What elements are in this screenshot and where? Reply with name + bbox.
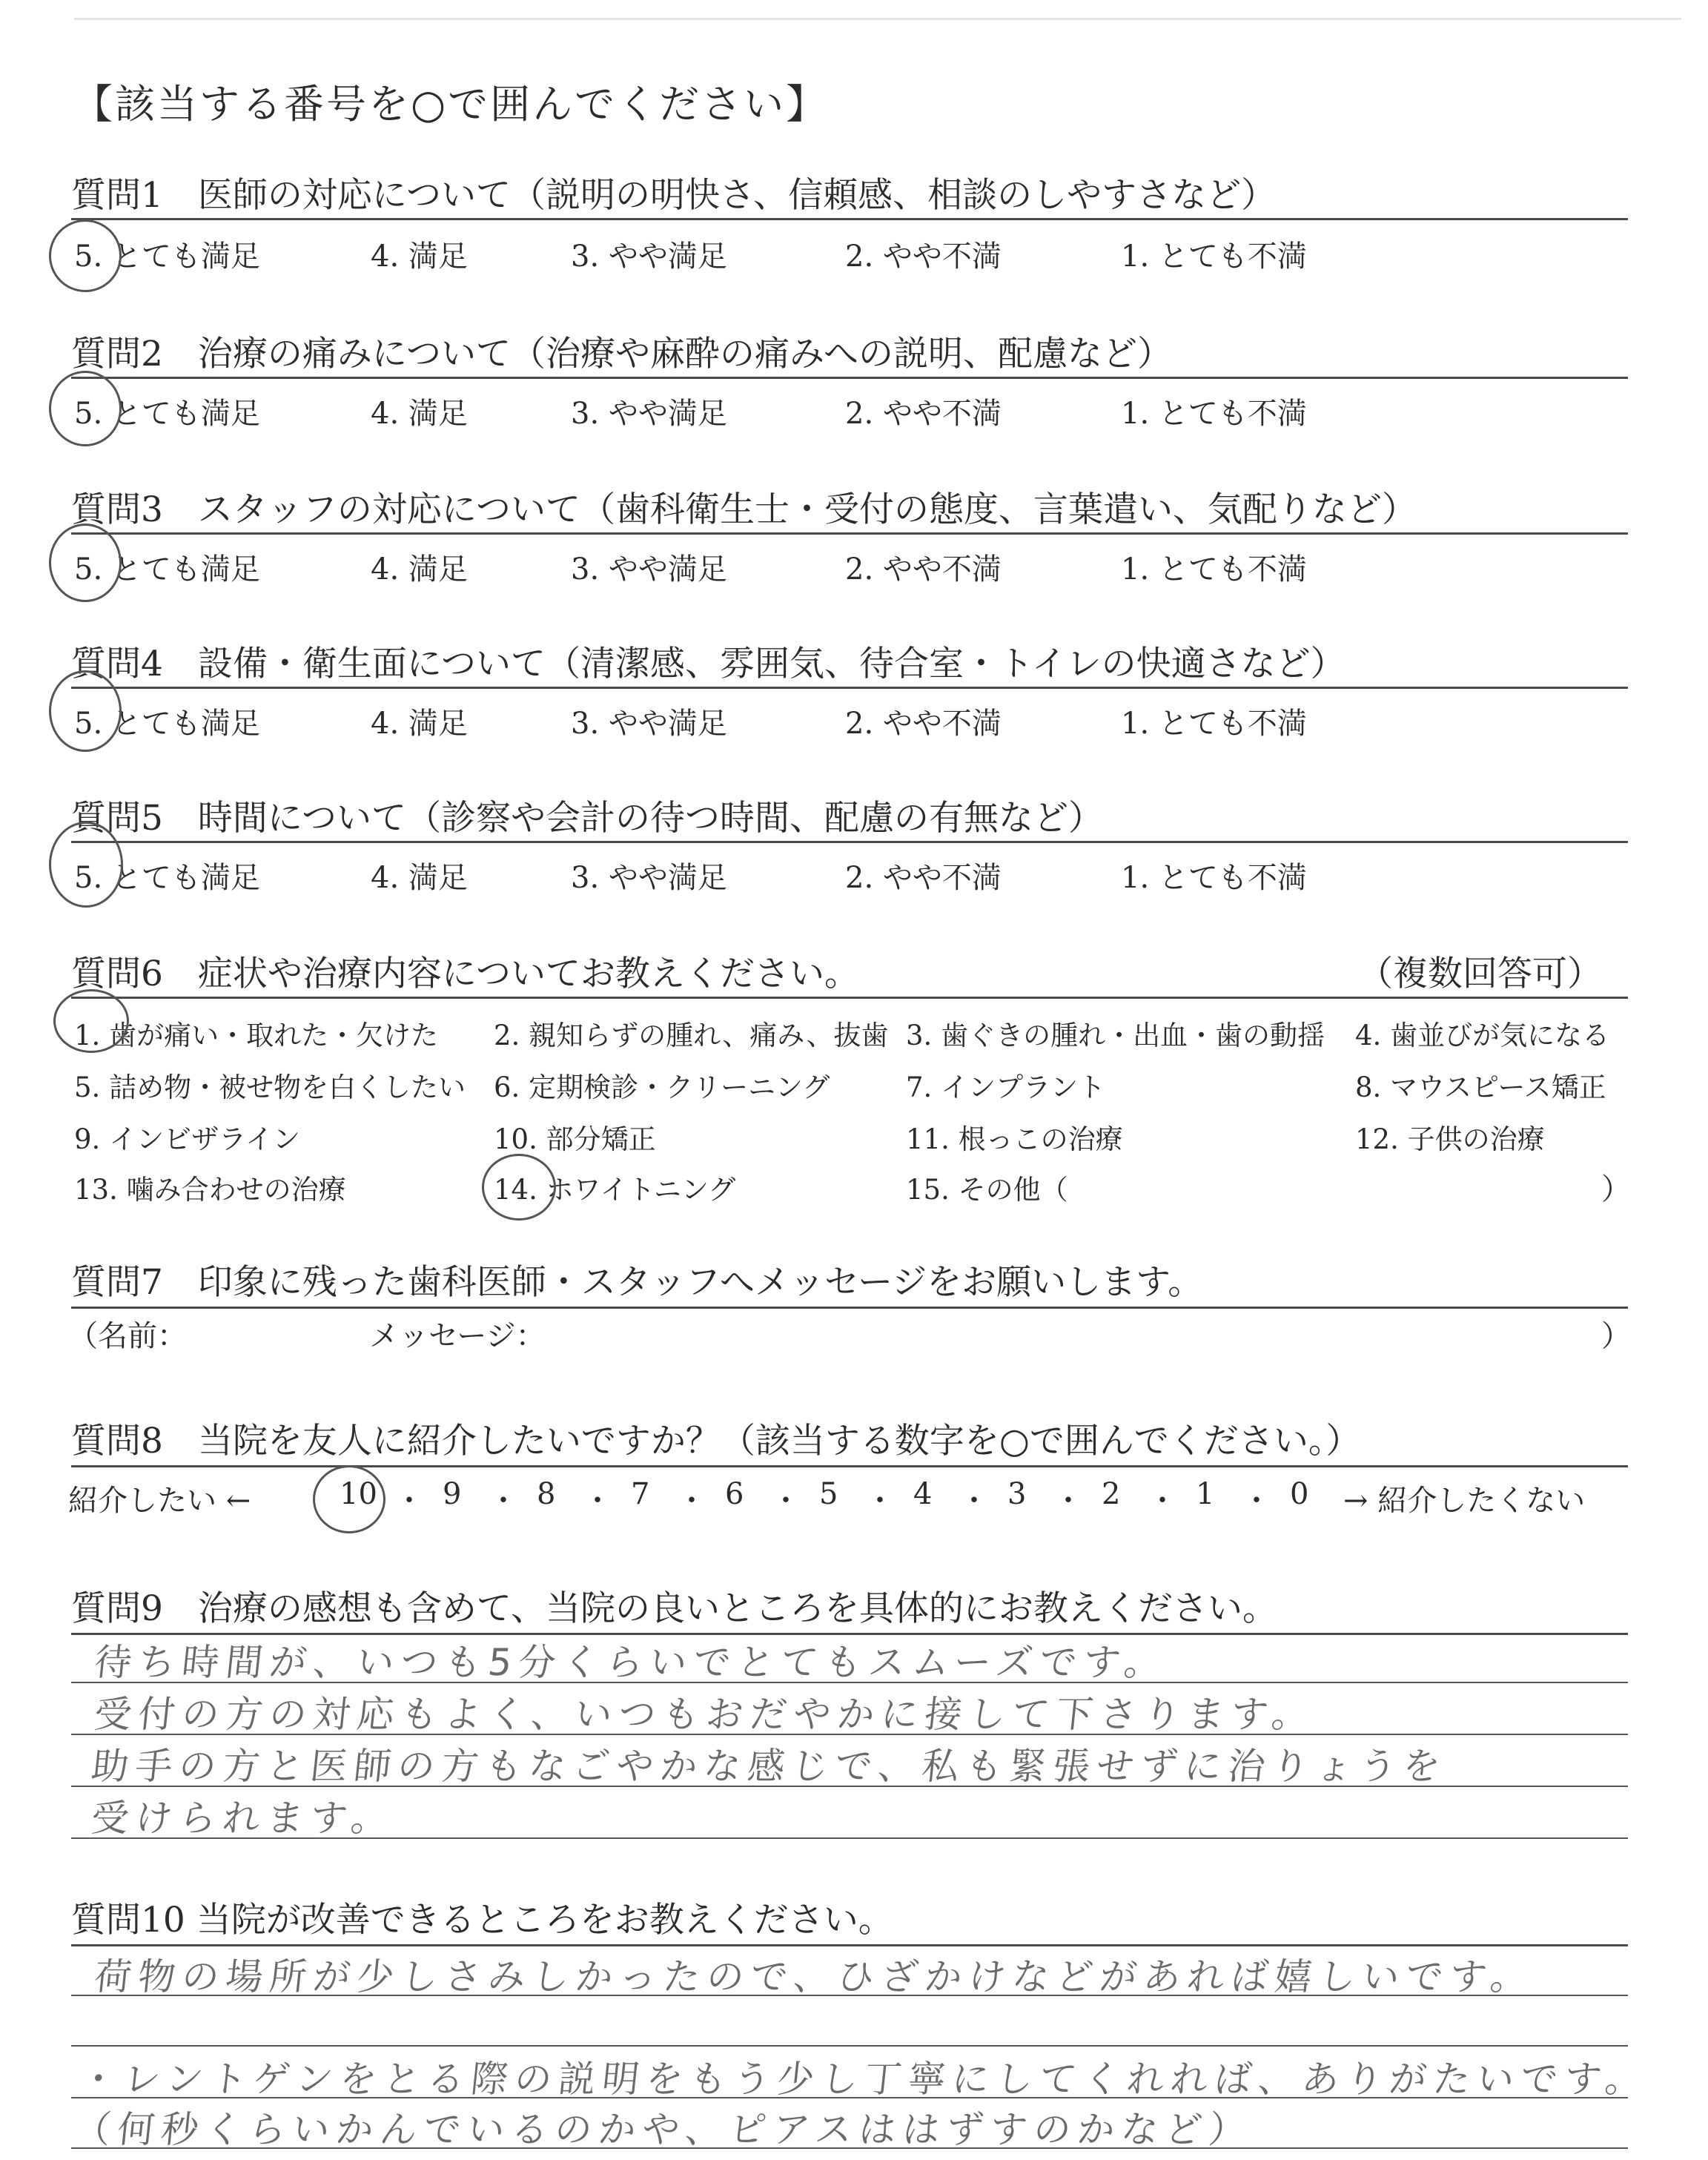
question-9-title: 質問9 治療の感想も含めて、当院の良いところを具体的にお教えください。 (71, 1588, 1277, 1629)
question-1-title: 質問1 医師の対応について（説明の明快さ、信頼感、相談のしやすさなど） (71, 175, 1277, 216)
question-7-title: 質問7 印象に残った歯科医師・スタッフへメッセージをお願いします。 (71, 1262, 1203, 1303)
q10-answer-line-1: 荷物の場所が少しさみしかったので、ひざかけなどがあれば嬉しいです。 (92, 1955, 1537, 1998)
page-heading: 【該当する番号を○で囲んでください】 (73, 81, 829, 128)
q2-selection-circle (49, 371, 122, 446)
question-3-rule (71, 532, 1628, 535)
q1-selection-circle (49, 219, 122, 292)
question-6-rule (71, 997, 1628, 999)
q8-scale-separator: ・ (1053, 1484, 1083, 1518)
q5-option-2[interactable]: 2. やや不満 (845, 861, 1002, 895)
q6-option-9[interactable]: 9. インビザライン (74, 1123, 300, 1155)
question-2-title: 質問2 治療の痛みについて（治療や麻酔の痛みへの説明、配慮など） (71, 334, 1173, 374)
q1-option-2[interactable]: 2. やや不満 (845, 240, 1002, 274)
q8-selection-circle (313, 1465, 385, 1533)
q1-option-3[interactable]: 3. やや満足 (571, 240, 727, 274)
q8-scale-separator: ・ (583, 1484, 612, 1518)
q8-scale-value-4[interactable]: 4 (913, 1477, 933, 1511)
q2-option-5[interactable]: 5. とても満足 (74, 397, 260, 431)
q8-right-label: → 紹介したくない (1343, 1484, 1586, 1518)
q3-selection-circle (49, 524, 122, 602)
top-edge-line (74, 18, 1681, 20)
q2-option-1[interactable]: 1. とても不満 (1121, 397, 1307, 431)
q8-scale-value-10[interactable]: 10 (340, 1477, 377, 1511)
q6-other-close-paren: ） (1601, 1172, 1631, 1206)
q6-option-10[interactable]: 10. 部分矯正 (494, 1123, 656, 1155)
q9-answer-line-2: 受付の方の対応もよく、いつもおだやかに接して下さります。 (92, 1693, 1318, 1736)
q5-option-4[interactable]: 4. 満足 (371, 861, 468, 895)
q8-scale-separator: ・ (865, 1484, 895, 1518)
q3-option-2[interactable]: 2. やや不満 (845, 552, 1002, 587)
q8-left-label: 紹介したい ← (68, 1484, 251, 1518)
q4-option-3[interactable]: 3. やや満足 (571, 707, 727, 741)
question-7-rule (71, 1307, 1628, 1309)
q6-selection-circle-1 (53, 989, 129, 1053)
question-8-title: 質問8 当院を友人に紹介したいですか？（該当する数字を○で囲んでください。） (71, 1421, 1361, 1462)
question-4-rule (71, 687, 1628, 689)
q2-option-4[interactable]: 4. 満足 (371, 397, 468, 431)
q6-selection-circle-14 (482, 1154, 556, 1221)
q8-scale-separator: ・ (1242, 1484, 1271, 1518)
q6-option-1[interactable]: 1. 歯が痛い・取れた・欠けた (74, 1020, 439, 1051)
question-10-title: 質問10 当院が改善できるところをお教えください。 (71, 1900, 893, 1941)
q4-option-2[interactable]: 2. やや不満 (845, 707, 1002, 741)
q8-scale-separator: ・ (771, 1484, 801, 1518)
question-1-rule (71, 218, 1628, 220)
q6-option-11[interactable]: 11. 根っこの治療 (906, 1123, 1123, 1155)
q6-option-4[interactable]: 4. 歯並びが気になる (1355, 1020, 1610, 1051)
q5-selection-circle (49, 822, 123, 908)
q3-option-5[interactable]: 5. とても満足 (74, 552, 260, 587)
q5-option-1[interactable]: 1. とても不満 (1121, 861, 1307, 895)
q3-option-1[interactable]: 1. とても不満 (1121, 552, 1307, 587)
q1-option-1[interactable]: 1. とても不満 (1121, 240, 1307, 274)
q3-option-4[interactable]: 4. 満足 (371, 552, 468, 587)
q1-option-5[interactable]: 5. とても満足 (74, 240, 260, 274)
q7-message-label[interactable]: メッセージ： (369, 1319, 546, 1353)
q10-answer-line-2: ・レントゲンをとる際の説明をもう少し丁寧にしてくれれば、ありがたいです。 (77, 2058, 1652, 2101)
question-2-rule (71, 377, 1628, 379)
question-10-rule (71, 1944, 1628, 1946)
question-8-rule (71, 1465, 1628, 1467)
q1-option-4[interactable]: 4. 満足 (371, 240, 468, 274)
q8-scale-value-1[interactable]: 1 (1196, 1477, 1215, 1511)
q6-option-13[interactable]: 13. 噛み合わせの治療 (74, 1174, 346, 1206)
q9-answer-line-3: 助手の方と医師の方もなごやかな感じで、私も緊張せずに治りょうを (89, 1745, 1449, 1788)
q4-selection-circle (49, 670, 122, 752)
question-3-title: 質問3 スタッフの対応について（歯科衛生士・受付の態度、言葉遣い、気配りなど） (71, 489, 1417, 530)
q8-scale-separator: ・ (394, 1484, 424, 1518)
q3-option-3[interactable]: 3. やや満足 (571, 552, 727, 587)
q8-scale-value-7[interactable]: 7 (631, 1477, 650, 1511)
q10-answer-line-3: （何秒くらいかんでいるのかや、ピアスははずすのかなど） (71, 2108, 1255, 2151)
q6-option-3[interactable]: 3. 歯ぐきの腫れ・出血・歯の動揺 (906, 1020, 1325, 1051)
q6-option-5[interactable]: 5. 詰め物・被せ物を白くしたい (74, 1071, 466, 1103)
q8-scale-value-0[interactable]: 0 (1290, 1477, 1309, 1511)
q2-option-2[interactable]: 2. やや不満 (845, 397, 1002, 431)
q4-option-1[interactable]: 1. とても不満 (1121, 707, 1307, 741)
q9-answer-line-1: 待ち時間が、いつも5分くらいでとてもスムーズです。 (92, 1641, 1171, 1684)
question-5-rule (71, 841, 1628, 843)
q8-scale-value-5[interactable]: 5 (819, 1477, 838, 1511)
q8-scale-value-9[interactable]: 9 (443, 1477, 462, 1511)
q8-scale-value-8[interactable]: 8 (537, 1477, 556, 1511)
q5-option-3[interactable]: 3. やや満足 (571, 861, 727, 895)
q6-option-15[interactable]: 15. その他（ (906, 1174, 1068, 1206)
question-4-title: 質問4 設備・衛生面について（清潔感、雰囲気、待合室・トイレの快適さなど） (71, 644, 1345, 684)
q8-scale-separator: ・ (959, 1484, 989, 1518)
q5-option-5[interactable]: 5. とても満足 (74, 861, 260, 895)
q10-line-2 (71, 2045, 1628, 2047)
q6-option-12[interactable]: 12. 子供の治療 (1355, 1123, 1545, 1155)
q8-scale-separator: ・ (677, 1484, 706, 1518)
q8-scale-separator: ・ (1148, 1484, 1177, 1518)
q6-option-7[interactable]: 7. インプラント (906, 1071, 1106, 1103)
question-6-title: 質問6 症状や治療内容についてお教えください。 (71, 954, 859, 994)
q2-option-3[interactable]: 3. やや満足 (571, 397, 727, 431)
q9-answer-line-4: 受けられます。 (89, 1797, 397, 1840)
q4-option-5[interactable]: 5. とても満足 (74, 707, 260, 741)
q4-option-4[interactable]: 4. 満足 (371, 707, 468, 741)
q8-scale-value-2[interactable]: 2 (1102, 1477, 1121, 1511)
q6-option-8[interactable]: 8. マウスピース矯正 (1355, 1071, 1606, 1103)
q8-scale-separator: ・ (489, 1484, 518, 1518)
q6-option-2[interactable]: 2. 親知らずの腫れ、痛み、抜歯 (494, 1020, 889, 1051)
q6-option-14[interactable]: 14. ホワイトニング (494, 1174, 736, 1206)
question-5-title: 質問5 時間について（診察や会計の待つ時間、配慮の有無など） (71, 798, 1103, 839)
q7-name-label[interactable]: （名前： (68, 1319, 187, 1353)
question-6-note: （複数回答可） (1358, 954, 1602, 994)
q8-scale-value-6[interactable]: 6 (725, 1477, 744, 1511)
q8-scale-value-3[interactable]: 3 (1007, 1477, 1027, 1511)
q7-close-paren: ） (1601, 1319, 1631, 1353)
q6-option-6[interactable]: 6. 定期検診・クリーニング (494, 1071, 830, 1103)
